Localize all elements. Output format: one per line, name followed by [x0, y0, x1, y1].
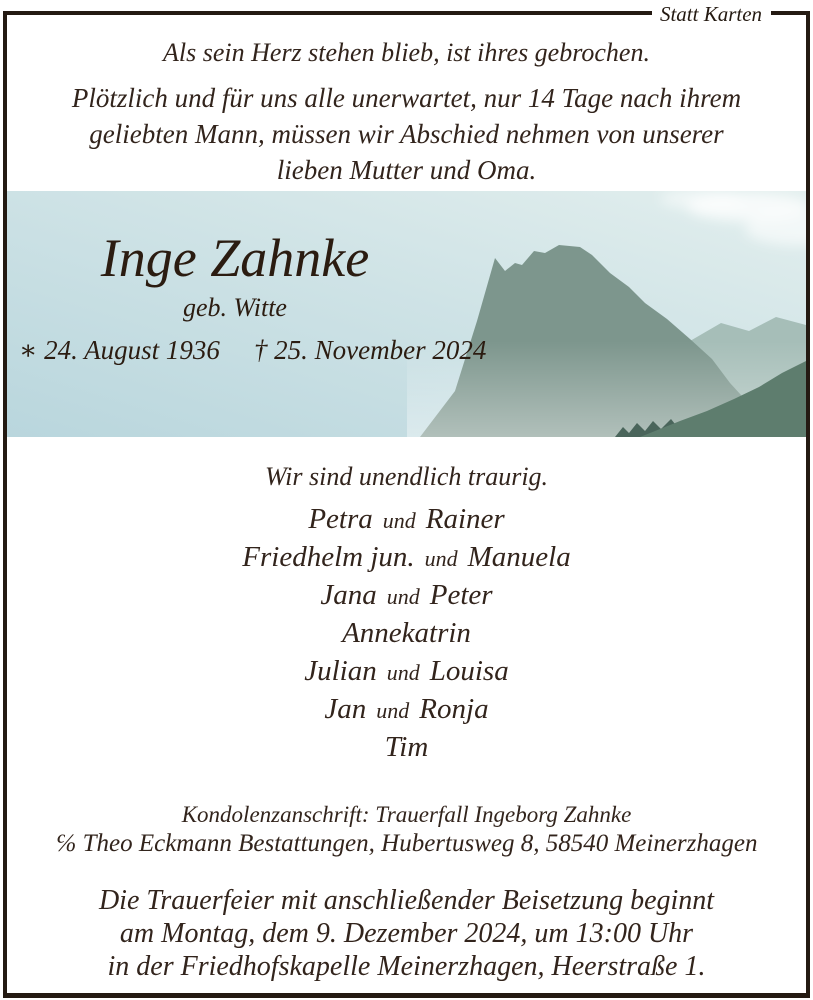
- mourner-name: Annekatrin: [342, 617, 471, 649]
- condolence-address: [0, 800, 813, 858]
- life-dates: [19, 335, 487, 366]
- conjunction: und: [376, 698, 410, 723]
- maiden-name: geb. Witte: [183, 293, 287, 322]
- frame-top-right-line: [771, 11, 810, 15]
- mourner-line: [0, 541, 813, 579]
- deceased-name: Inge Zahnke: [100, 228, 370, 288]
- birth-date: ∗ 24. August 1936: [19, 335, 220, 365]
- mourner-name: Ronja: [419, 693, 489, 725]
- paragraph-line: geliebten Mann, müssen wir Abschied nehmen von unserer: [89, 119, 724, 149]
- frame-bottom-line: [3, 993, 810, 998]
- mourner-name: Friedhelm jun.: [242, 541, 415, 573]
- announcement-paragraph: [0, 80, 813, 188]
- conjunction: und: [386, 584, 420, 609]
- condolence-line: ℅ Theo Eckmann Bestattungen, Hubertusweg 8, 58540 Meinerzhagen: [55, 830, 758, 857]
- paragraph-line: lieben Mutter und Oma.: [276, 155, 537, 185]
- mourner-name: Julian: [304, 655, 377, 687]
- mourner-name: Peter: [429, 579, 493, 611]
- deceased-details: [19, 228, 487, 366]
- funeral-details: [0, 884, 813, 983]
- conjunction: und: [386, 660, 420, 685]
- conjunction: und: [424, 546, 458, 571]
- mourner-line: [0, 655, 813, 693]
- mourners-list: [0, 503, 813, 769]
- mourner-name: Jana: [320, 579, 377, 611]
- mourner-line: [0, 503, 813, 541]
- mourner-line: [0, 731, 813, 769]
- mourner-name: Louisa: [429, 655, 509, 687]
- funeral-line: Die Trauerfeier mit anschließender Beisetzung beginnt: [98, 885, 715, 916]
- funeral-line: in der Friedhofskapelle Meinerzhagen, Heerstraße 1.: [107, 951, 706, 982]
- mourner-name: Manuela: [467, 541, 571, 573]
- frame-top-left-line: [3, 11, 652, 15]
- death-date: † 25. November 2024: [253, 335, 487, 365]
- mourner-name: Tim: [384, 731, 429, 763]
- memorial-photo: [7, 191, 806, 437]
- funeral-line: am Montag, dem 9. Dezember 2024, um 13:00 Uhr: [119, 918, 694, 949]
- mourner-name: Rainer: [425, 503, 505, 535]
- conjunction: und: [382, 508, 416, 533]
- mourner-line: [0, 693, 813, 731]
- mourner-name: Petra: [308, 503, 373, 535]
- mourner-line: [0, 617, 813, 655]
- mourner-line: [0, 579, 813, 617]
- condolence-line: Kondolenzanschrift: Trauerfall Ingeborg Zahnke: [181, 802, 632, 827]
- intro-quote: Als sein Herz stehen blieb, ist ihres gebrochen.: [163, 38, 650, 67]
- mourner-name: Jan: [324, 693, 367, 725]
- mourning-line: Wir sind unendlich traurig.: [264, 462, 549, 491]
- statt-karten-label: Statt Karten: [659, 2, 763, 26]
- paragraph-line: Plötzlich und für uns alle unerwartet, nur 14 Tage nach ihrem: [71, 83, 742, 113]
